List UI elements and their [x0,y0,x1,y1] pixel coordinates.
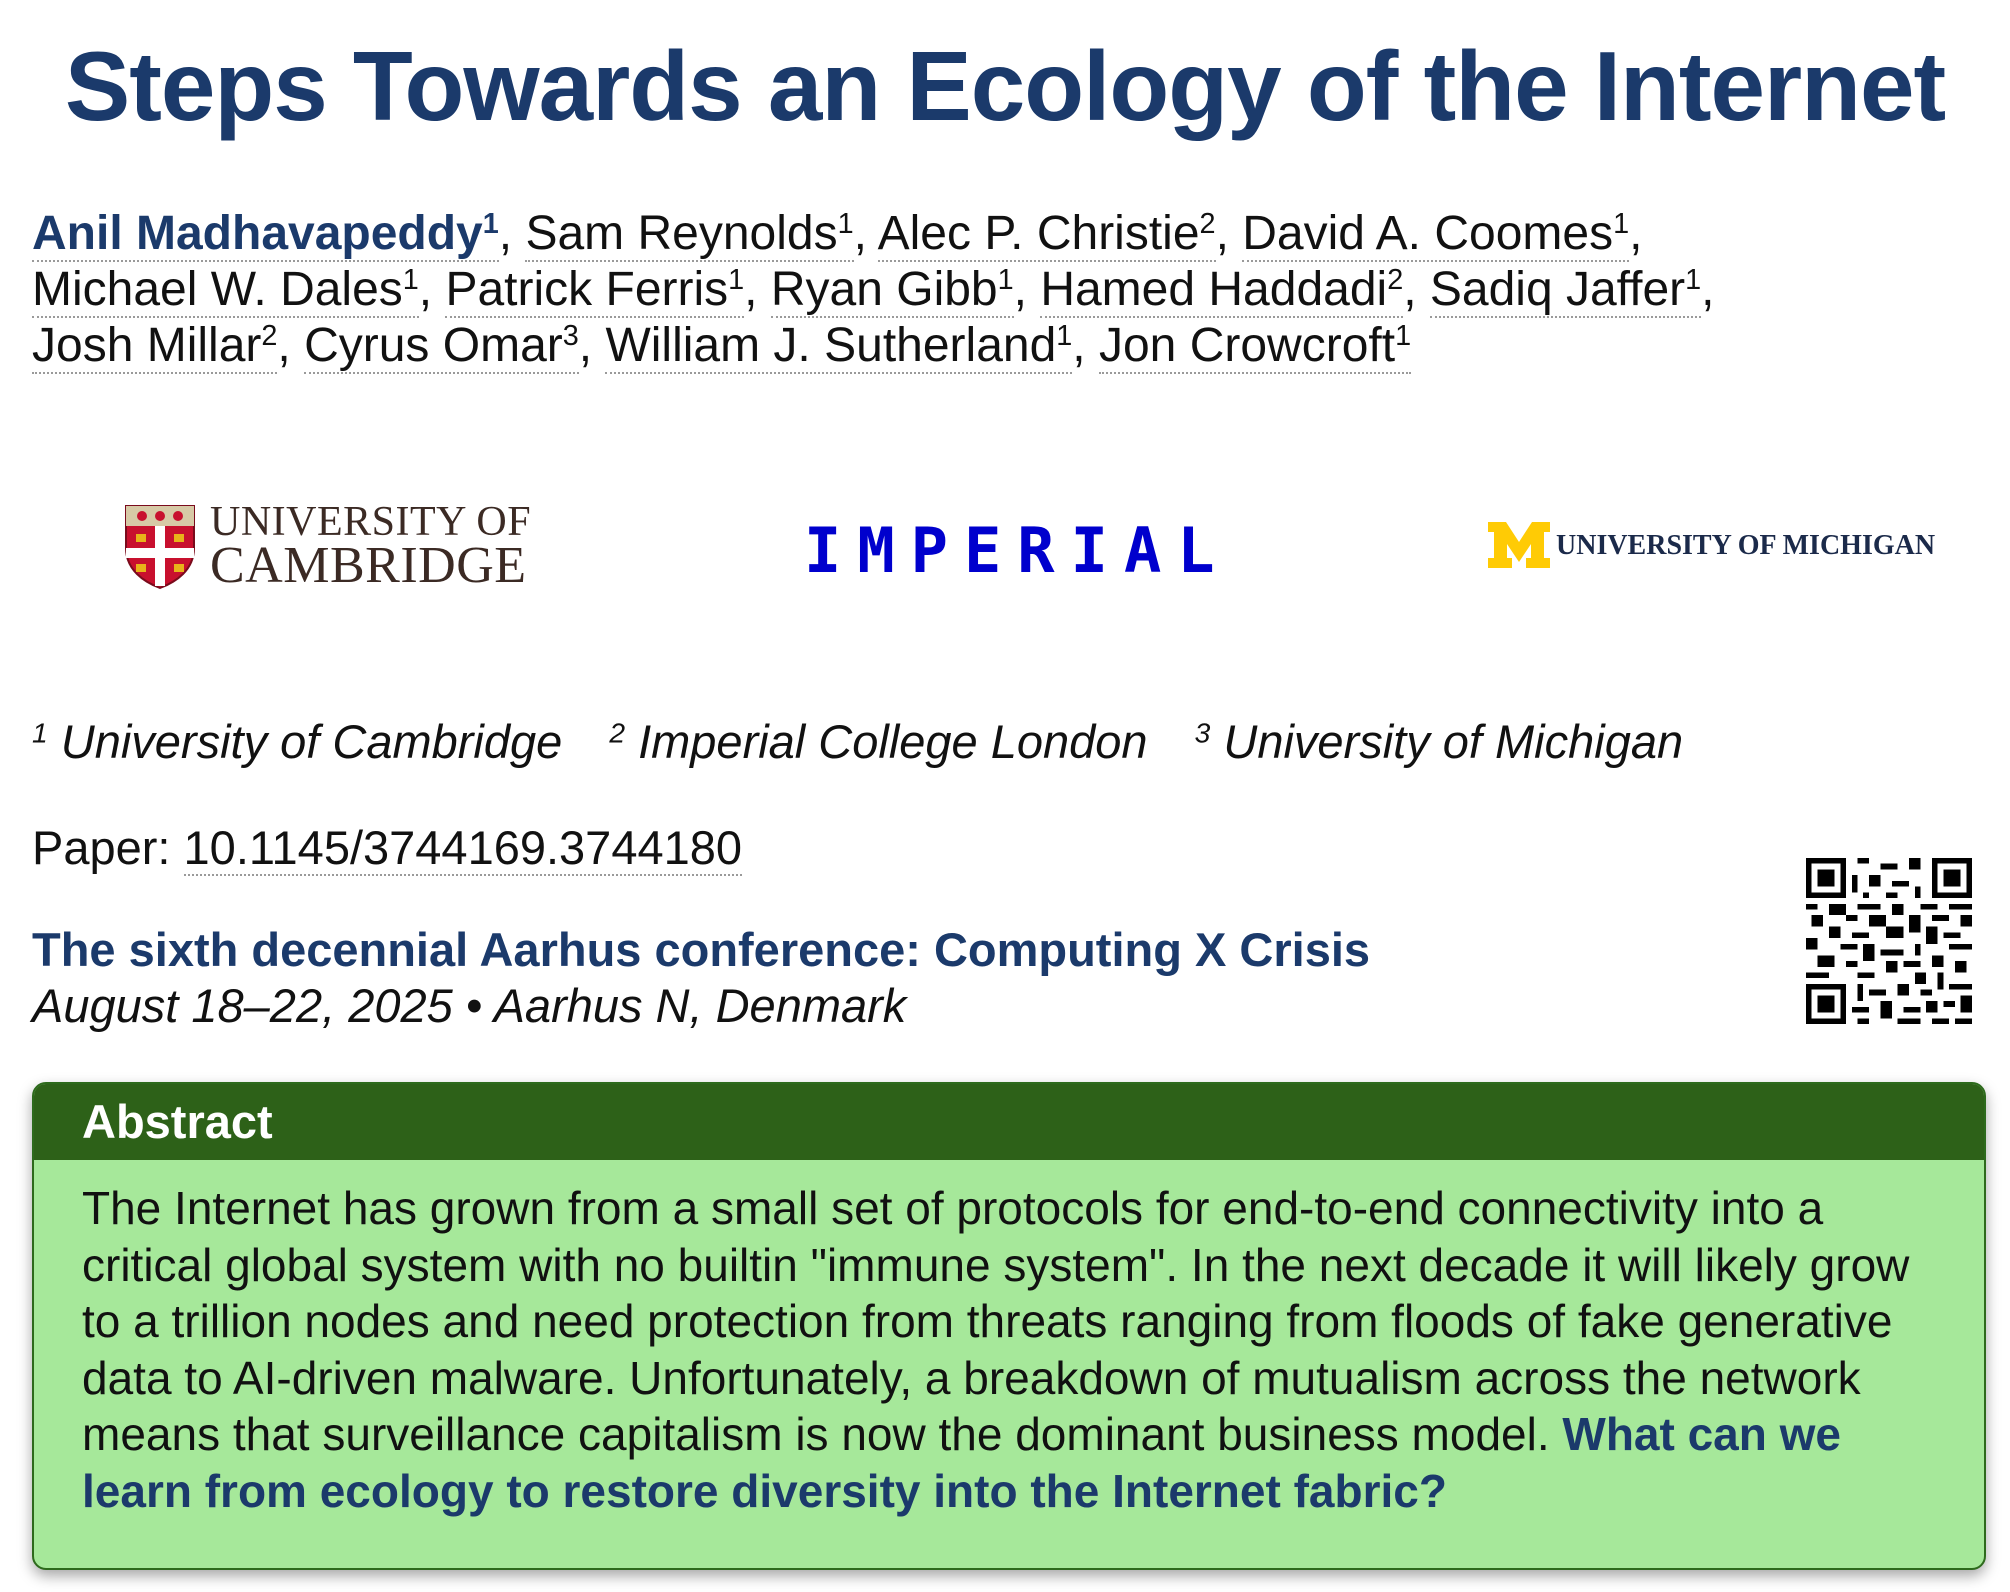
abstract-panel [32,1082,1986,1570]
paper-label: Paper: [32,821,171,874]
author-link[interactable]: Ryan Gibb$^1$ [770,263,1014,316]
michigan-logo-text: UNIVERSITY OF MICHIGAN [1556,530,1936,561]
abstract-body [34,1160,1984,1519]
author-link[interactable]: Jon Crowcroft$^1$ [1098,319,1412,372]
cambridge-logo-line2: CAMBRIDGE [210,537,527,594]
abstract-text: The Internet has grown from a small set of protocols for end-to-end connectivity into a critical global system with no builtin "immune system". In the next decade it will likely grow to a trillion nodes and need protection from threats ranging from floods of fake generative data to AI-driven malware. Unfortunately, a breakdown of mutualism across the network means that surveillance capitalism is now the dominant business model. [82,1182,1910,1460]
affiliation: $^1$ University of Cambridge [32,715,563,768]
author-link[interactable]: Sadiq Jaffer$^1$ [1429,263,1702,316]
author-link[interactable]: Michael W. Dales$^1$ [32,263,419,316]
conference-date-location: August 18–22, 2025 • Aarhus N, Denmark [32,979,907,1032]
abstract-heading: Abstract [34,1084,1984,1160]
abstract-question: What can we learn from ecology to restore diversity into the Internet fabric? [82,1408,1842,1517]
cambridge-shield-icon [124,504,196,590]
author-link[interactable]: Alec P. Christie$^2$ [877,207,1216,260]
author-list: Anil Madhavapeddy$^1$, Sam Reynolds$^1$, Alec P. Christie$^2$, David A. Coomes$^1$, Michael W. Dales$^1$, Patrick Ferris$^1$, Ryan Gibb$^1$, Hamed Haddadi$^2$, Sadiq Jaffer$^1$, Josh Millar$^2$, Cyrus Omar$^3$, William J. Sutherland$^1$, Jon Crowcroft$^1$ [32,207,1715,372]
conference-name: The sixth decennial Aarhus conference: Computing X Crisis [32,923,1371,976]
paper-reference [32,820,742,875]
affiliation: $^3$ University of Michigan [1194,715,1684,768]
michigan-block-m-icon [1488,522,1550,568]
author-link[interactable]: Josh Millar$^2$ [32,319,278,372]
author-link[interactable]: David A. Coomes$^1$ [1242,207,1630,260]
imperial-logo[interactable]: IMPERIAL [804,514,1231,587]
author-link[interactable]: Hamed Haddadi$^2$ [1040,263,1404,316]
author-link[interactable]: Patrick Ferris$^1$ [445,263,745,316]
affiliations [32,714,1717,769]
author-link[interactable]: Cyrus Omar$^3$ [304,319,579,372]
cambridge-logo[interactable] [124,499,544,594]
author-link[interactable]: Anil Madhavapeddy$^1$ [32,207,499,260]
affiliation: $^2$ Imperial College London [609,715,1148,768]
qr-code-icon[interactable] [1806,858,1972,1024]
author-link[interactable]: Sam Reynolds$^1$ [525,207,854,260]
author-link[interactable]: William J. Sutherland$^1$ [605,319,1073,372]
doi-link[interactable]: 10.1145/3744169.3744180 [183,821,743,874]
page-title: Steps Towards an Ecology of the Internet [64,31,1946,141]
cambridge-logo-line1: UNIVERSITY OF [210,499,532,545]
